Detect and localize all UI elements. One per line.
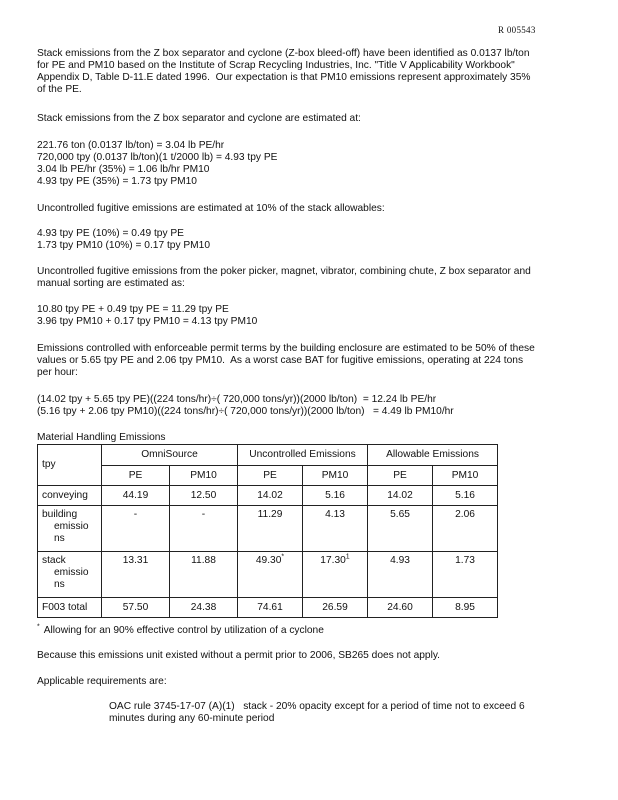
paragraph-stack-intro [37, 113, 582, 125]
text-line: (5.16 tpy + 2.06 tpy PM10)((224 tons/hr)÷( 720,000 tons/yr))(2000 lb/ton) = 4.49 lb PM10/hr [37, 406, 454, 417]
text-line: Stack emissions from the Z box separator and cyclone (Z-box bleed-off) have been identified as 0.0137 lb/ton [37, 48, 530, 59]
text-line: Because this emissions unit existed without a permit prior to 2006, SB265 does not apply. [37, 650, 441, 661]
table-cell: 24.60 [368, 598, 433, 618]
table-cell: 26.59 [303, 598, 368, 618]
table-footnote [37, 625, 324, 637]
table-cell: 14.02 [238, 486, 303, 506]
text-line: Emissions controlled with enforceable permit terms by the building enclosure are estimated to be 50% of these [37, 343, 535, 354]
table-cell: 44.19 [102, 486, 170, 506]
table-cell: 4.13 [303, 506, 368, 552]
table-cell: 1.73 [433, 552, 498, 598]
footnote-mark: 1 [345, 553, 350, 561]
text-line: values or 5.65 tpy PE and 2.06 tpy PM10. As a worst case BAT for fugitive emissions, operating at 224 tons [37, 355, 524, 366]
row-label-line: building [42, 509, 78, 520]
table-group-header-row [38, 445, 498, 466]
table-cell: 11.29 [238, 506, 303, 552]
table-cell: 74.61 [238, 598, 303, 618]
paragraph-sb265 [37, 650, 582, 662]
paragraph-fugitive-intro [37, 203, 582, 215]
emissions-table [37, 444, 498, 618]
table-cell: 5.16 [433, 486, 498, 506]
footnote-text: Allowing for an 90% effective control by utilization of a cyclone [43, 625, 324, 636]
table-cell: 5.16 [303, 486, 368, 506]
text-line: Stack emissions from the Z box separator and cyclone are estimated at: [37, 113, 361, 124]
text-line: Uncontrolled fugitive emissions are estimated at 10% of the stack allowables: [37, 203, 385, 214]
text-line: of the PE. [37, 84, 82, 95]
row-label-line: emissio [54, 567, 89, 578]
row-label [38, 552, 102, 598]
table-total-row [38, 598, 498, 618]
cell-value: 17.30 [320, 555, 346, 566]
text-line: Uncontrolled fugitive emissions from the poker picker, magnet, vibrator, combining chute, Z box separator and [37, 266, 531, 277]
table-subheader: PE [102, 466, 170, 486]
table-row [38, 486, 498, 506]
row-label-line: ns [54, 579, 65, 590]
text-line: 4.93 tpy PE (35%) = 1.73 tpy PM10 [37, 176, 197, 187]
table-cell: - [170, 506, 238, 552]
row-label: conveying [38, 486, 102, 506]
text-line: minutes during any 60-minute period [109, 713, 275, 724]
row-label: F003 total [38, 598, 102, 618]
row-label-line: stack [42, 555, 66, 566]
table-row [38, 552, 498, 598]
paragraph-hourly-calc [37, 394, 582, 418]
emissions-table-section [37, 432, 497, 618]
text-line: 221.76 ton (0.0137 lb/ton) = 3.04 lb PE/hr [37, 140, 225, 151]
paragraph-controlled [37, 343, 582, 379]
table-cell: 4.93 [368, 552, 433, 598]
row-label-line: ns [54, 533, 65, 544]
text-line: Applicable requirements are: [37, 676, 167, 687]
text-line: 720,000 tpy (0.0137 lb/ton)(1 t/2000 lb) = 4.93 tpy PE [37, 152, 278, 163]
paragraph-fugitive-calc [37, 228, 582, 252]
table-group-header: OmniSource [102, 445, 238, 466]
footnote-asterisk: * [37, 623, 40, 631]
table-group-header: Allowable Emissions [368, 445, 498, 466]
table-cell [238, 552, 303, 598]
page-number: R 005543 [498, 25, 536, 35]
row-label-line: emissio [54, 521, 89, 532]
table-subheader: PM10 [303, 466, 368, 486]
table-cell: 24.38 [170, 598, 238, 618]
table-group-header: Uncontrolled Emissions [238, 445, 368, 466]
text-line: (14.02 tpy + 5.65 tpy PE)((224 tons/hr)÷( 720,000 tons/yr))(2000 lb/ton) = 12.24 lb PE/hr [37, 394, 437, 405]
control-mark: * [281, 553, 285, 561]
text-line: 3.96 tpy PM10 + 0.17 tpy PM10 = 4.13 tpy PM10 [37, 316, 258, 327]
paragraph-stack-calc [37, 140, 582, 188]
table-cell: 12.50 [170, 486, 238, 506]
text-line: 1.73 tpy PM10 (10%) = 0.17 tpy PM10 [37, 240, 210, 251]
table-subheader: PE [238, 466, 303, 486]
table-cell: 5.65 [368, 506, 433, 552]
cell-value: 49.30 [255, 555, 282, 566]
table-cell: 57.50 [102, 598, 170, 618]
paragraph-uncontrolled-intro [37, 266, 582, 290]
table-subheader: PE [368, 466, 433, 486]
text-line: manual sorting are estimated as: [37, 278, 185, 289]
table-cell: 11.88 [170, 552, 238, 598]
text-line: 4.93 tpy PE (10%) = 0.49 tpy PE [37, 228, 184, 239]
table-cell: 2.06 [433, 506, 498, 552]
text-line: 3.04 lb PE/hr (35%) = 1.06 lb/hr PM10 [37, 164, 210, 175]
table-caption: Material Handling Emissions [37, 432, 166, 443]
table-subheader: PM10 [170, 466, 238, 486]
text-line: per hour: [37, 367, 78, 378]
table-subheader-row [38, 466, 498, 486]
text-line: for PE and PM10 based on the Institute of Scrap Recycling Industries, Inc. "Title V Applicability Workbook" [37, 60, 515, 71]
requirement-item [109, 701, 579, 725]
paragraph-uncontrolled-calc [37, 304, 582, 328]
table-cell: - [102, 506, 170, 552]
table-corner-cell: tpy [38, 445, 102, 486]
row-label [38, 506, 102, 552]
table-cell: 14.02 [368, 486, 433, 506]
table-cell: 8.95 [433, 598, 498, 618]
text-line: 10.80 tpy PE + 0.49 tpy PE = 11.29 tpy PE [37, 304, 229, 315]
table-subheader: PM10 [433, 466, 498, 486]
table-cell [303, 552, 368, 598]
text-line: Appendix D, Table D-11.E dated 1996. Our expectation is that PM10 emissions represent approximately 35% [37, 72, 531, 83]
text-line: OAC rule 3745-17-07 (A)(1) stack - 20% opacity except for a period of time not to exceed 6 [109, 701, 525, 712]
table-cell: 13.31 [102, 552, 170, 598]
table-row [38, 506, 498, 552]
paragraph-source [37, 48, 582, 96]
paragraph-requirements-intro [37, 676, 582, 688]
